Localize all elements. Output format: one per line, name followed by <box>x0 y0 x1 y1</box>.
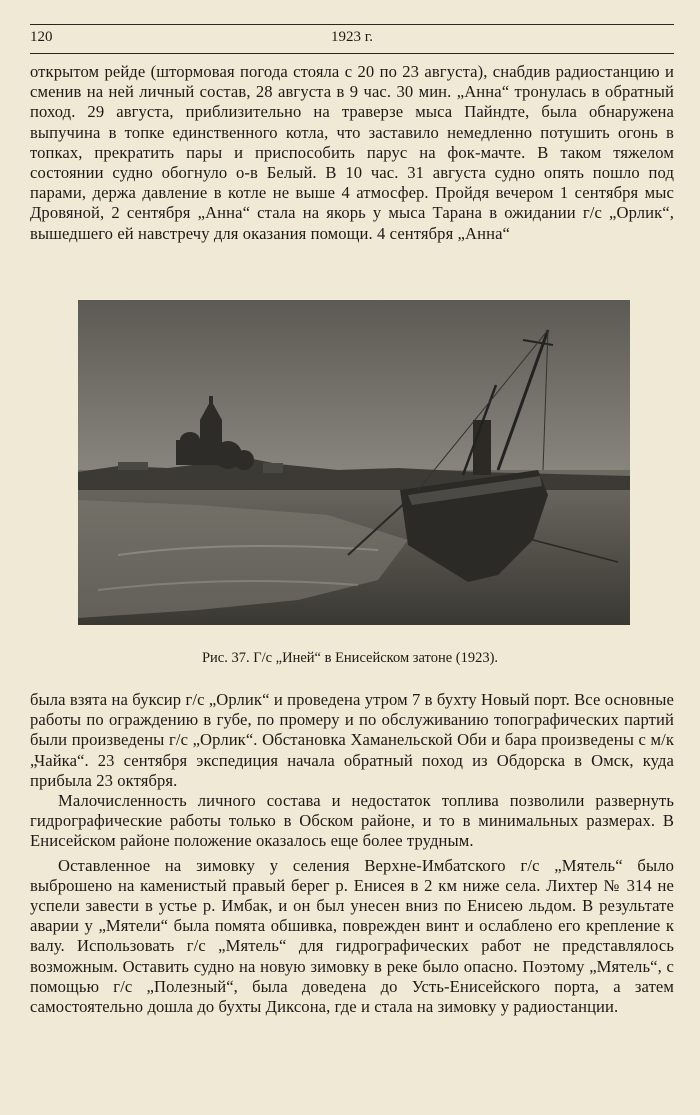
page <box>30 18 674 244</box>
page-number: 120 <box>30 29 53 45</box>
figure-caption: Рис. 37. Г/с „Иней“ в Енисейском затоне (1923). <box>201 650 499 666</box>
ship-in-harbor-photo <box>78 300 630 625</box>
top-paragraph: открытом рейде (штормовая погода стояла с 20 по 23 августа), снабдив радиостанцию и сменив на ней личный состав, 28 августа в 9 час. 30 мин. „Анна“ тронулась в обратный поход. 29 августа, приблизительно на траверзе мыса Пайндте, была обнаружена выпучина в топке единственного котла, что заставило немедленно потушить огонь в топках, прекратить пары и приспособить парус на фок-мачте. В таком тяжелом состоянии судно обогнуло о-в Белый. В 10 час. 31 августа судно опять пошло под парами, держа давление в котле не выше 4 атмосфер. Пройдя вечером 1 сентября мыс Дровяной, 2 сентября „Анна“ стала на якорь у мыса Тарана в ожидании г/с „Орлик“, вышедшего ей навстречу для оказания помощи. 4 сентября „Анна“ <box>30 62 674 243</box>
paragraph: была взята на буксир г/с „Орлик“ и проведена утром 7 в бухту Новый порт. Все основные работы по ограждению в губе, по промеру и по обслуживанию топографических партий были произведены г/с „Орлик“. Обстановка Хаманельской Оби и бара произведены с м/к „Чайка“. 23 сентября экспедиция начала обратный поход из Обдорска в Омск, куда прибыла 23 октября. <box>30 690 674 790</box>
running-head: 1923 г. <box>331 29 373 45</box>
bottom-text <box>30 690 674 1017</box>
paragraph: Оставленное на зимовку у селения Верхне-Имбатского г/с „Мятель“ было выброшено на каменистый правый берег р. Енисея в 2 км ниже села. Лихтер № 314 не успели завести в устье р. Имбак, и он был унесен вниз по Енисею льдом. В результате аварии у „Мятели“ была помята обшивка, поврежден винт и ослаблено его крепление к валу. Использовать г/с „Мятель“ для гидрографических работ не представлялось возможным. Оставить судно на новую зимовку в реке было опасно. Поэтому „Мятель“, с помощью г/с „Полезный“, была доведена до Усть-Енисейского порта, а затем самостоятельно дошла до бухты Диксона, где и стала на зимовку у радиостанции. <box>30 855 674 1017</box>
page-header <box>30 24 674 54</box>
photo-figure <box>78 300 630 625</box>
paragraph: Малочисленность личного состава и недостаток топлива позволили развернуть гидрографические работы только в Обском районе, и то в минимальных размерах. В Енисейском районе положение оказалось еще более трудным. <box>30 791 674 851</box>
